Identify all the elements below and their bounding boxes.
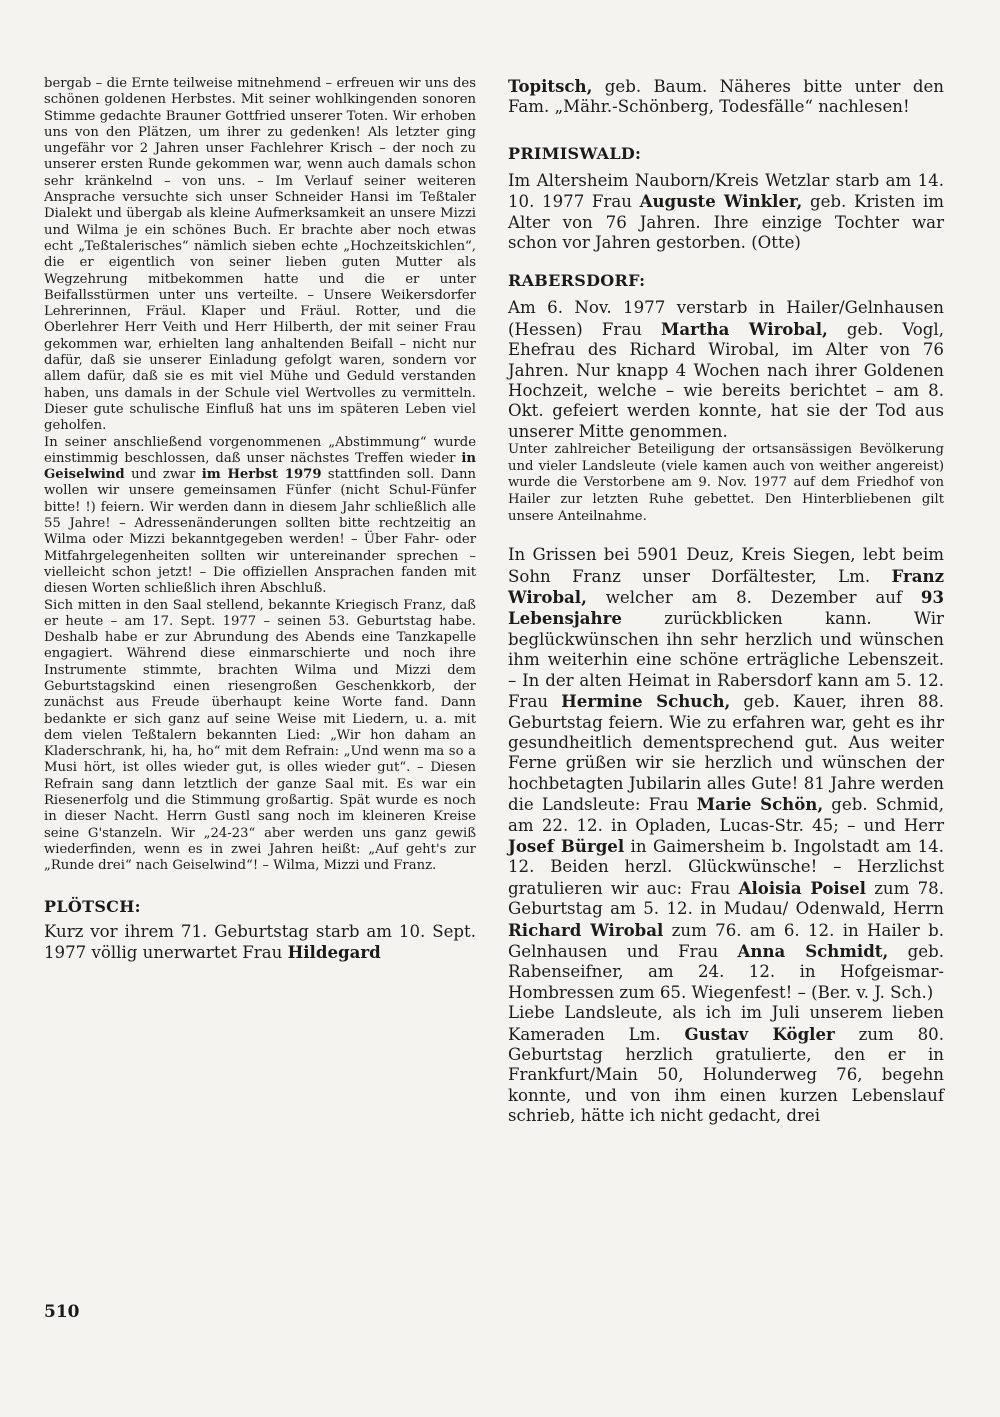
- article-paragraph: [44, 435, 476, 598]
- article-paragraph: [508, 298, 944, 442]
- text-run-bold: Gustav Kögler: [684, 1023, 835, 1044]
- text-run: zum 78. Geburtstag am 5. 12. in Mudau/ Odenwald, Herrn: [508, 878, 944, 919]
- article-paragraph-small: Unter zahlreicher Beteiligung der ortsansässigen Bevölkerung und vieler Landsleute (viele kamen auch von weither angereist) wurde die Verstorbene am 9. Nov. 1977 auf dem Friedhof von Hailer zur letzten Ruhe gebettet. Den Hinterbliebenen gilt unsere Anteilnahme.: [508, 442, 944, 524]
- text-run: geb. Rabenseifner, am 24. 12. in Hofgeismar-Hombressen zum 65. Wiegenfest! – (Ber. v. J. Sch.): [508, 941, 944, 1002]
- section-heading-rabersdorf: RABERSDORF:: [508, 271, 646, 291]
- text-run-bold: in Geiselwind: [44, 450, 476, 483]
- text-run-bold: Hildegard: [287, 941, 381, 962]
- text-run: Liebe Landsleute, als ich im Juli unserem lieben Kameraden Lm.: [508, 1003, 944, 1044]
- text-run: welcher am 8. Dezember auf: [586, 588, 921, 608]
- text-run: geb. Kauer, ihren 88. Geburtstag feiern. Wie zu erfahren war, geht es ihr gesundheitlich dementsprechend gut. Aus weiter Ferne grüßen wir sie herzlich und wünschen der hochbetagten Jubilarin alles Gute! 81 Jahre werden die Landsleute: Frau: [508, 692, 944, 815]
- text-run-bold: Auguste Winkler,: [639, 191, 803, 212]
- right-column: [508, 76, 944, 1127]
- text-run: in Gaimersheim b. Ingolstadt am 14. 12. Beiden herzl. Glückwünsche! – Herzlichst gratulieren wir auc: Frau: [508, 836, 944, 898]
- text-run-bold: Aloisia Poisel: [738, 877, 866, 898]
- text-run: In seiner anschließend vorgenommenen „Abstimmung“ wurde einstimmig beschlossen, daß unser nächstes Treffen wieder: [44, 434, 476, 466]
- text-run: und zwar: [124, 467, 202, 483]
- article-paragraph: Sich mitten in den Saal stellend, bekannte Kriegisch Franz, daß er heute – am 17. Sept. 1977 – seinen 53. Geburtstag habe. Deshalb habe er zur Abrundung des Abends eine Tanzkapelle engagiert. Während diese einmarschierte und noch ihre Instrumente stimmte, brachten Wilma und Mizzi dem Geburtstagskind einen riesengroßen Geschenkkorb, der zunächst aus Freude überhaupt keine Worte fand. Dann bedankte er sich ganz auf seine Weise mit Liedern, u. a. mit dem vielen Teßtalern bekannten Lied: „Wir hon daham an Kladerschrank, hi, ha, ho“ mit dem Refrain: „Und wenn ma so a Musi hört, ist olles wieder gut, is olles wieder gut“. – Diesen Refrain sang dann letztlich der ganze Saal mit. Es war ein Riesenerfolg und die Stimmung großartig. Spät wurde es noch in dieser Nacht. Herrn Gustl sang noch im kleineren Kreise seine G'stanzeln. Wir „24-23“ aber werden uns ganz gewiß wiederfinden, wenn es in zwei Jahren heißt: „Auf geht's zur „Runde drei“ nach Geiselwind“! – Wilma, Mizzi und Franz.: [44, 597, 476, 874]
- text-run: stattfinden soll. Dann wollen wir unsere gemeinsamen Fünfer (nicht Schul-Fünfer bitte! !) feiern. Wir werden dann in diesem Jahr schließlich alle 55 Jahre! – Adressenänderungen sollten bitte rechtzeitig an Wilma oder Mizzi bekanntgegeben werden! – Über Fahr- oder Mitfahrgelegenheiten sollten wir untereinander sprechen – vielleicht schon jetzt! – Die offiziellen Ansprachen fanden mit diesen Worten schließlich ihren Abschluß.: [44, 467, 476, 597]
- text-run-bold: Richard Wirobal: [508, 919, 664, 940]
- text-run: zurückblicken kann. Wir beglückwünschen ihn sehr herzlich und wünschen ihm weiterhin eine schöne erträgliche Lebenszeit. – In der alten Heimat in Rabersdorf kann am 5. 12. Frau: [508, 609, 944, 712]
- text-run-bold: 93 Lebensjahre: [508, 587, 944, 629]
- text-run-bold: Topitsch,: [508, 76, 593, 96]
- article-paragraph: [508, 76, 944, 118]
- text-run: geb. Schmid, am 22. 12. in Opladen, Lucas-Str. 45; – und Herr: [508, 795, 945, 835]
- article-paragraph: [508, 171, 944, 254]
- text-run: zum 76. am 6. 12. in Hailer b. Gelnhausen und Frau: [508, 920, 944, 961]
- text-run-bold: Anna Schmidt,: [737, 940, 889, 961]
- article-paragraph: [44, 922, 476, 964]
- text-run: Am 6. Nov. 1977 verstarb in Hailer/Gelnhausen (Hessen) Frau: [508, 298, 944, 339]
- text-run-bold: im Herbst 1979: [201, 467, 322, 483]
- text-run: geb. Kristen im Alter von 76 Jahren. Ihre einzige Tochter war schon vor Jahren gestorben. (Otte): [508, 192, 944, 253]
- text-run-bold: Hermine Schuch,: [561, 691, 731, 712]
- text-run: geb. Baum. Näheres bitte unter den Fam. „Mähr.-Schönberg, Todesfälle“ nachlesen!: [508, 77, 944, 117]
- text-run: In Grissen bei 5901 Deuz, Kreis Siegen, lebt beim Sohn Franz unser Dorfältester, Lm.: [508, 545, 944, 586]
- text-run-bold: Josef Bürgel: [508, 835, 625, 856]
- text-run-bold: Marie Schön,: [696, 794, 824, 815]
- page-number: 510: [44, 1302, 80, 1322]
- left-column: [44, 76, 476, 963]
- text-run: Kurz vor ihrem 71. Geburtstag starb am 10. Sept. 1977 völlig unerwartet Frau: [44, 921, 476, 962]
- article-paragraph: bergab – die Ernte teilweise mitnehmend – erfreuen wir uns des schönen goldenen Herbstes. Mit seiner wohlkingenden sonoren Stimme gedachte Brauner Gottfried unserer Toten. Wir erhoben uns von den Plätzen, um ihrer zu gedenken! Als letzter ging ungefähr vor 2 Jahren unser Fachlehrer Krisch – der noch zu unserer ersten Runde gekommen war, wenn auch damals schon sehr kränkelnd – von uns. – Im Verlauf seiner weiteren Ansprache versuchte sich unser Schneider Hansi im Teßtaler Dialekt und übergab als kleine Aufmerksamkeit an unsere Mizzi und Wilma je ein schönes Buch. Er brachte aber noch etwas echt „Teßtalerisches“ nämlich sieben echte „Hochzeitskichlen“, die er eigentlich von seiner lieben guten Mutter als Wegzehrung mitbekommen hatte und die er unter Beifallsstürmen unter uns verteilte. – Unsere Weikersdorfer Lehrerinnen, Fräul. Klaper und Fräul. Rotter, und die Oberlehrer Herr Veith und Herr Hilberth, der mit seiner Frau gekommen war, erhielten lang anhaltenden Beifall – nicht nur dafür, daß sie unserer Einladung gefolgt waren, sondern vor allem dafür, daß sie es mit viel Mühe und Geduld verstanden haben, uns damals in der Schule viel Wertvolles zu vermitteln. Dieser gute schulische Einfluß hat uns im späteren Leben viel geholfen.: [44, 76, 476, 434]
- text-run-bold: Franz Wirobal,: [508, 565, 944, 608]
- text-run-bold: Martha Wirobal,: [660, 318, 828, 339]
- section-heading-primiswald: PRIMISWALD:: [508, 143, 642, 163]
- text-run: Im Altersheim Nauborn/Kreis Wetzlar starb am 14. 10. 1977 Frau: [508, 170, 944, 212]
- article-paragraph-kogler: [508, 1003, 944, 1126]
- text-run: zum 80. Geburtstag herzlich gratulierte, den er in Frankfurt/Main 50, Holunderweg 76, begehn konnte, und von ihm einen kurzen Lebenslauf schrieb, hätte ich nicht gedacht, drei: [508, 1024, 944, 1126]
- section-heading-plotsch: PLÖTSCH:: [44, 896, 141, 916]
- article-paragraph-grissen: [508, 545, 944, 1003]
- text-run: geb. Vogl, Ehefrau des Richard Wirobal, im Alter von 76 Jahren. Nur knapp 4 Wochen nach ihrer Goldenen Hochzeit, welche – wie bereits berichtet – am 8. Okt. gefeiert werden konnte, hat sie der Tod aus unserer Mitte genommen.: [508, 319, 945, 441]
